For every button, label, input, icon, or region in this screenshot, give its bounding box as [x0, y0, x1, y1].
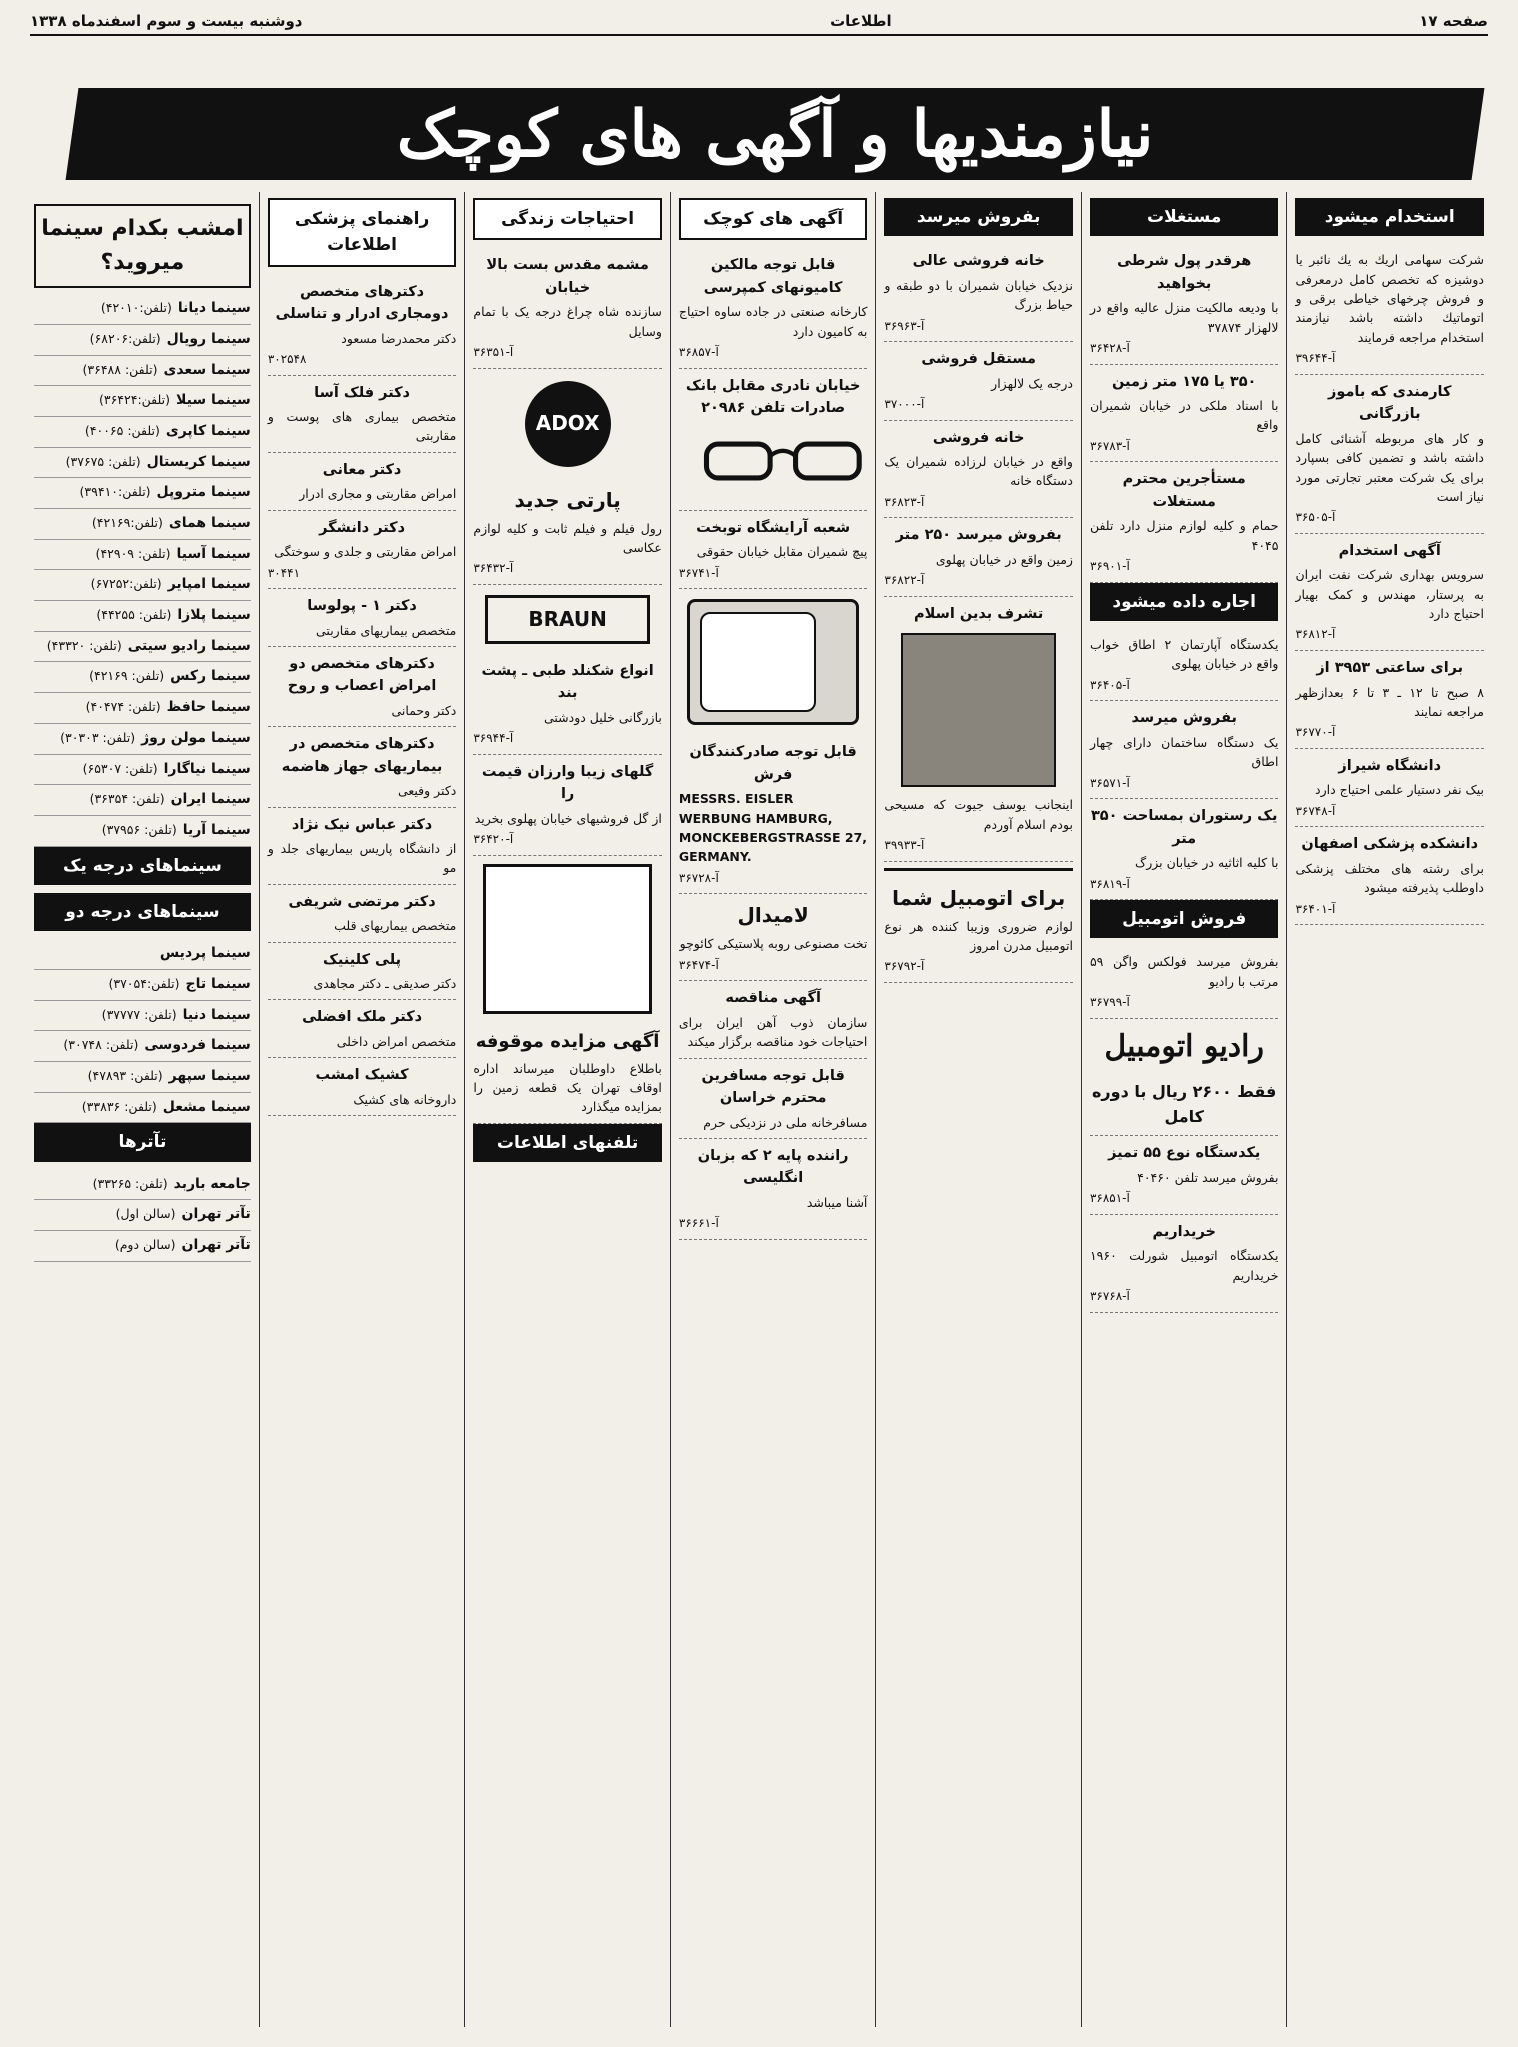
ad-text: از دانشگاه پاریس بیماریهای جلد و مو — [267, 841, 457, 876]
classified-ad — [679, 894, 868, 981]
ad-title: آگهی مزایده موقوفه — [475, 1030, 660, 1052]
cinema-entry — [34, 356, 251, 387]
classified-ad — [1090, 701, 1279, 799]
ad-title: ۳۵۰ یا ۱۷۵ متر زمین — [1111, 373, 1257, 390]
ad-text: اینجانب یوسف جیوت که مسیحی بودم اسلام آوردم — [884, 797, 1073, 832]
section-heading-phones: تلفنهای اطلاعات — [473, 1124, 662, 1162]
cinema-name: سینما کاپری — [165, 422, 251, 439]
classified-ad — [1090, 1136, 1279, 1214]
ad-code: آ-۳۶۴۲۰ — [473, 832, 514, 847]
ad-title: دانشکده پزشکی اصفهان — [1301, 836, 1479, 853]
ad-text: با اسناد ملکی در خیابان شمیران واقع — [1089, 398, 1279, 433]
ad-title: قابل توجه مالکین کامیونهای کمپرسی — [703, 257, 843, 296]
ad-text: زمین واقع در خیابان پهلوی — [935, 551, 1073, 567]
ad-title: تشرف بدین اسلام — [914, 605, 1044, 622]
classified-ad — [1090, 1215, 1279, 1313]
cinema-phone: (تلفن: ۴۰۰۶۵) — [84, 422, 160, 438]
ad-code: آ-۳۶۸۱۲ — [1295, 627, 1336, 642]
column-heading: استخدام میشود — [1295, 198, 1484, 236]
ad-text: حمام و کلیه لوازم منزل دارد تلفن ۴۰۴۵ — [1089, 518, 1279, 553]
classified-ad — [268, 275, 457, 376]
columns — [26, 192, 1492, 2027]
classified-ad — [884, 877, 1073, 983]
classified-ad — [268, 511, 457, 589]
ad-code: آ-۳۶۹۶۳ — [884, 318, 925, 333]
eyeglasses-icon — [698, 431, 868, 491]
cinema-entry — [34, 1200, 251, 1231]
cinema-title: امشب بکدام سینما میروید؟ — [34, 204, 251, 288]
ad-text: پیچ شمیران مقابل خیابان حقوقی — [696, 544, 868, 560]
classified-ad — [1090, 462, 1279, 582]
cinema-name: سینما رادیو سیتی — [127, 637, 251, 654]
ad-text: دکتر صدیقی ـ دکتر مجاهدی — [313, 976, 457, 992]
page-number: صفحه ۱۷ — [1419, 12, 1488, 30]
cinema-phone: (تلفن:۳۷۰۵۴) — [108, 975, 180, 991]
cinema-entry — [34, 601, 251, 632]
ad-title: یکدستگاه نوع ۵۵ تمیز — [1108, 1145, 1261, 1162]
cinema-name: سینما سعدی — [163, 361, 251, 378]
cinema-name: سینما همای — [168, 515, 251, 531]
ad-text: MESSRS. EISLER WERBUNG HAMBURG, MONCKEBERGSTRASSE 27, GERMANY. — [678, 791, 868, 865]
ad-title: دکترهای متخصص دو امراض اعصاب و روح — [287, 655, 437, 695]
ad-title: دکتر عباس نیک نژاد — [291, 816, 433, 833]
cinema-phone: (تلفن: ۴۲۹۰۹) — [95, 545, 171, 561]
ad-text: دکتر وحمانی — [391, 702, 457, 718]
classified-ad — [268, 589, 457, 647]
portrait-photo — [901, 633, 1056, 787]
cinema-entry — [34, 540, 251, 571]
ad-code: آ-۳۶۳۵۱ — [473, 345, 514, 360]
ad-title: قابل توجه صادرکنندگان فرش — [689, 744, 857, 783]
ad-text: متخصص بیماریهای قلب — [334, 918, 457, 934]
ad-code: آ-۳۶۹۰۱ — [1089, 559, 1130, 574]
cinema-phone: (تلفن: ۴۷۸۹۳) — [87, 1068, 163, 1083]
cinema-phone: (تلفن: ۳۳۲۶۵) — [92, 1175, 168, 1191]
cinema-phone: (تلفن:۶۷۲۵۲) — [90, 576, 162, 592]
cinema-phone: (تلفن: ۳۷۶۷۵) — [65, 453, 141, 469]
ad-title: دکتر فلک آسا — [314, 384, 410, 401]
ad-text: یکدستگاه اتومبیل شورلت ۱۹۶۰ خریداریم — [1089, 1248, 1279, 1283]
cinema-name: سینما آریا — [182, 821, 251, 838]
classified-ad — [1295, 534, 1484, 651]
cinema-phone: (سالن دوم) — [114, 1237, 176, 1253]
toothpaste-ad-illustration — [483, 864, 653, 1014]
classified-ad — [1295, 827, 1484, 925]
cinema-list-second-class — [34, 939, 251, 1123]
ad-title: پارتی جدید — [514, 487, 621, 512]
ad-code: آ-۳۶۵۰۵ — [1295, 510, 1336, 525]
column-heading: احتیاجات زندگی — [473, 198, 662, 240]
cinema-entry — [34, 693, 251, 724]
ad-text: دکتر محمدرضا مسعود — [341, 330, 457, 346]
ad-text: تخت مصنوعی روبه پلاستیکی کائوچو — [679, 936, 868, 952]
cinema-list-first-class — [34, 294, 251, 846]
ad-title: کشیک امشب — [315, 1067, 409, 1084]
ad-text: بازرگانی خلیل دودشتی — [543, 709, 662, 725]
ad-text: با ودیعه مالکیت منزل عالیه واقع در لالهزار ۳۷۸۷۴ — [1089, 300, 1279, 335]
cinema-entry — [34, 509, 251, 540]
ad-text: رول فیلم و فیلم ثابت و کلیه لوازم عکاسی — [473, 520, 662, 555]
cinema-name: تآتر تهران — [181, 1206, 251, 1223]
section-heading-theaters: تآترها — [34, 1123, 251, 1161]
ad-text: بفروش میرسد فولکس واگن ۵۹ مرتب با رادیو — [1089, 954, 1279, 989]
ad-code: آ-۳۶۷۴۱ — [678, 565, 719, 580]
cinema-name: سینما سیلا — [175, 392, 251, 409]
section-heading-car-sale: فروش اتومبیل — [1090, 900, 1279, 938]
classified-ad — [884, 597, 1073, 862]
column-medical — [259, 192, 465, 2027]
classified-ad — [1090, 629, 1279, 701]
ad-code: آ-۳۶۸۵۷ — [678, 345, 719, 360]
column-heading: بفروش میرسد — [884, 198, 1073, 236]
cinema-name: سینما دنیا — [182, 1006, 251, 1023]
ad-text: متخصص بیماریهای مقاربتی — [316, 622, 457, 638]
cinema-entry — [34, 386, 251, 417]
ad-text: دکتر وفیعی — [397, 783, 457, 799]
ad-code: آ-۳۶۷۸۳ — [1089, 438, 1130, 453]
cinema-entry — [34, 294, 251, 325]
classified-ad — [679, 248, 868, 368]
ad-text: با کلیه اثاثیه در خیابان بزرگ — [1135, 855, 1279, 871]
classified-ad — [1090, 799, 1279, 900]
classified-ad — [1090, 1074, 1279, 1137]
ad-code: آ-۳۶۸۲۲ — [884, 573, 925, 588]
cinema-name: سینما حافظ — [166, 699, 251, 716]
cinema-phone: (تلفن: ۴۰۴۷۴) — [85, 699, 161, 715]
ad-title: دکتر ۱ - پولوسا — [307, 598, 417, 615]
cinema-phone: (تلفن: ۴۳۳۲۰) — [46, 637, 122, 653]
ad-title: پلی کلینیک — [323, 951, 402, 968]
ad-text: متخصص امراض داخلی — [336, 1033, 457, 1049]
cinema-phone: (تلفن:۳۹۴۱۰) — [79, 484, 151, 500]
cinema-entry — [34, 939, 251, 970]
cinema-name: سینما کریستال — [146, 453, 251, 470]
cinema-entry — [34, 816, 251, 847]
ad-text: کارخانه صنعتی در جاده ساوه احتیاج به کامیون دارد — [678, 304, 868, 339]
classified-ad — [473, 248, 662, 368]
classified-ad — [1090, 946, 1279, 1018]
cinema-phone: (تلفن: ۳۰۳۰۳) — [60, 729, 136, 745]
classified-ad — [268, 808, 457, 885]
theater-list — [34, 1170, 251, 1262]
ad-code: آ-۳۶۴۷۴ — [678, 957, 719, 972]
ad-title: برای ساعتی ۳۹۵۳ از — [1316, 660, 1464, 677]
ad-title: دکتر مرتضی شریفی — [288, 893, 436, 910]
column-life-needs — [464, 192, 670, 2027]
ad-code: آ-۳۶۷۴۸ — [1295, 803, 1336, 818]
cinema-entry — [34, 1001, 251, 1032]
cinema-entry — [34, 1170, 251, 1201]
ad-title: یک رستوران بمساحت ۳۵۰ متر — [1090, 808, 1278, 847]
ad-title: قابل توجه مسافرین محترم خراسان — [701, 1067, 845, 1107]
ad-code: آ-۳۶۸۵۱ — [1089, 1191, 1130, 1206]
ad-title: دکتر ملک افضلی — [302, 1009, 423, 1026]
ad-title: مستقل فروشی — [921, 351, 1036, 368]
cinema-phone: (تلفن: ۴۲۱۶۹) — [89, 668, 165, 684]
ad-text: سرویس بهداری شرکت نفت ایران به پرستار، مهندس و کمک بهیار احتیاج دارد — [1295, 567, 1484, 622]
cinema-entry — [34, 662, 251, 693]
braun-logo: BRAUN — [485, 595, 650, 644]
classified-ad — [1090, 244, 1279, 364]
cinema-entry — [34, 755, 251, 786]
cinema-entry — [34, 1031, 251, 1062]
ad-code: آ-۳۶۴۲۸ — [1089, 341, 1130, 356]
ad-code: آ-۳۶۴۰۱ — [1295, 901, 1336, 916]
ad-title: لامیدال — [737, 903, 809, 928]
ad-title: دکتر دانشگر — [319, 519, 406, 536]
cinema-phone: (تلفن:۶۸۲۰۶) — [89, 330, 161, 346]
ad-code: ۳۰۴۴۱ — [267, 565, 301, 580]
cinema-entry — [34, 325, 251, 356]
cinema-phone: (تلفن:۴۲۰۱۰) — [100, 300, 172, 316]
classified-ad — [884, 342, 1073, 420]
cinema-name: سینما نیاگارا — [163, 760, 251, 777]
ad-code: آ-۳۶۵۷۱ — [1089, 775, 1130, 790]
classified-ad — [679, 1139, 868, 1240]
ad-text: یک دستگاه ساختمان دارای چهار اطاق — [1089, 734, 1279, 770]
cinema-entry — [34, 448, 251, 479]
column-heading: مستغلات — [1090, 198, 1279, 236]
classified-ad — [268, 1000, 457, 1058]
ad-title: دانشگاه شیراز — [1338, 757, 1442, 774]
ad-text: از گل فروشیهای خیابان پهلوی بخرید — [474, 810, 662, 826]
cinema-entry — [34, 785, 251, 816]
classified-ad — [473, 1022, 662, 1124]
classified-ad — [1295, 749, 1484, 827]
ad-code: آ-۳۶۴۰۵ — [1089, 677, 1130, 692]
column-heading: راهنمای پزشکی اطلاعات — [268, 198, 457, 267]
ad-title: کارمندی که باموز بازرگانی — [1328, 383, 1452, 423]
cinema-phone: (سالن اول) — [115, 1206, 176, 1222]
ad-title: شعبه آرایشگاه توبخت — [696, 519, 851, 536]
cinema-phone: (تلفن:۴۲۱۶۹) — [91, 515, 163, 530]
ad-title: خانه فروشی — [932, 429, 1025, 446]
cinema-entry — [34, 417, 251, 448]
ad-text: امراض مقاربتی و جلدی و سوختگی — [274, 544, 457, 560]
cinema-phone: (تلفن: ۳۶۳۵۴) — [89, 791, 165, 807]
cinema-name: سینما پردیس — [159, 945, 251, 962]
section-heading-rent: اجاره داده میشود — [1090, 583, 1279, 621]
ad-text: سازمان ذوب آهن ایران برای احتیاجات خود مناقصه برگزار میکند — [678, 1014, 868, 1050]
cinema-entry — [34, 570, 251, 601]
section-heading-second-class: سینماهای درجه دو — [34, 893, 251, 931]
cinema-phone: (تلفن: ۳۰۷۴۸) — [63, 1037, 139, 1053]
ad-text: درجه یک لالهزار — [991, 375, 1073, 391]
ad-code: آ-۳۶۹۴۴ — [473, 731, 514, 746]
classified-ad — [473, 479, 662, 585]
ad-title: بفروش میرسد — [1131, 710, 1237, 727]
cinema-name: تآتر تهران — [181, 1237, 251, 1254]
ad-title: آگهی مناقصه — [725, 990, 821, 1007]
ad-code: آ-۳۶۷۹۹ — [1089, 995, 1130, 1010]
classified-ad — [473, 654, 662, 755]
television-illustration — [687, 599, 859, 725]
ad-text: بفروش میرسد تلفن ۴۰۴۶۰ — [1137, 1169, 1279, 1185]
classified-ad — [268, 453, 457, 511]
ad-text: شرکت سهامی اریك به یك نائبر یا دوشیزه که تخصص کامل درمعرفی و فروش چرخهای خیاطی برقی و اتوماتیك داشته باشد نیازمند استخدام مراجعه فرمایند — [1295, 252, 1484, 345]
ad-title: برای اتومبیل شما — [892, 885, 1066, 910]
classified-ad — [679, 1059, 868, 1139]
ad-text: بیک نفر دستیار علمی احتیاج دارد — [1315, 782, 1484, 798]
classified-ad — [268, 376, 457, 453]
classified-ad — [268, 727, 457, 807]
ad-code: آ-۳۶۸۱۹ — [1089, 876, 1130, 891]
classified-ad — [268, 943, 457, 1001]
ad-text: نزدیک خیابان شمیران با دو طبقه و حیاط بزرگ — [884, 277, 1073, 313]
ad-code: آ-۳۶۷۲۸ — [678, 870, 719, 885]
ad-text: آشنا میباشد — [806, 1194, 868, 1210]
column-employment — [1286, 192, 1492, 2027]
ad-title: خانه فروشی عالی — [912, 253, 1045, 270]
ad-code: ۳۰۲۵۴۸ — [267, 352, 307, 366]
ad-code: آ-۳۶۶۶۱ — [678, 1216, 719, 1231]
ad-title: انواع شکنلد طبی ـ پشت بند — [481, 662, 654, 702]
ad-text: داروخانه های کشیک — [353, 1091, 457, 1107]
banner-title: نیازمندیها و آگهی های کوچک — [396, 96, 1154, 172]
cinema-name: سینما آسیا — [176, 545, 251, 562]
ad-title: مستأجرین محترم مستغلات — [1122, 471, 1246, 510]
cinema-phone: (تلفن: ۳۷۹۵۶) — [101, 821, 177, 837]
cinema-entry — [34, 970, 251, 1001]
ad-title: مشمه مقدس بست بالا خیابان — [486, 257, 649, 296]
cinema-name: جامعه باربد — [173, 1175, 251, 1192]
cinema-name: سینما ایران — [170, 791, 251, 808]
ad-code: آ-۳۶۷۶۸ — [1089, 1289, 1130, 1304]
cinema-phone: (تلفن: ۳۷۷۷۷) — [101, 1006, 177, 1022]
adox-logo: ADOX — [525, 381, 611, 467]
column-for-sale — [875, 192, 1081, 2027]
classified-ad — [268, 647, 457, 727]
cinema-name: سینما مشعل — [162, 1098, 251, 1115]
classified-ad — [679, 981, 868, 1058]
column-small-ads — [670, 192, 876, 2027]
ad-text: لوازم ضروری وزیبا کننده هر نوع اتومبیل مدرن امروز — [884, 918, 1073, 954]
ad-code: آ-۳۷۰۰۰ — [884, 397, 925, 411]
cinema-phone: (تلفن: ۶۵۳۰۷) — [82, 760, 158, 776]
ad-text: واقع در خیابان لرزاده شمیران یک دستگاه خانه — [884, 454, 1073, 489]
classified-ad — [1295, 651, 1484, 749]
cinema-phone: (تلفن: ۳۶۴۸۸) — [82, 361, 158, 377]
ad-title: خیابان نادری مقابل بانک صادرات تلفن ۲۰۹۸۶ — [685, 377, 861, 417]
ad-title: هرقدر پول شرطی بخواهید — [1117, 253, 1252, 292]
column-real-estate — [1081, 192, 1287, 2027]
divider — [884, 868, 1073, 871]
classified-ad — [679, 511, 868, 589]
cinema-name: سینما متروپل — [156, 484, 251, 501]
classified-ad — [1295, 244, 1484, 374]
paper-name: اطلاعات — [830, 12, 892, 30]
ad-text: فقط ۲۶۰۰ ریال با دوره کامل — [1091, 1081, 1277, 1126]
ad-title: دکتر معانی — [322, 461, 402, 478]
ad-text: مسافرخانه ملی در نزدیکی حرم — [703, 1114, 868, 1130]
cinema-entry — [34, 1093, 251, 1124]
ad-title: دکترهای متخصص دومجاری ادرار و تناسلی — [275, 283, 449, 323]
cinema-phone: (تلفن: ۴۴۲۵۵) — [96, 607, 172, 623]
ad-code: آ-۳۶۸۲۳ — [884, 494, 925, 509]
car-radio-ad-title: رادیو اتومبیل — [1104, 1028, 1264, 1064]
ad-text: برای رشته های مختلف پزشکی داوطلب پذیرفته میشود — [1295, 860, 1484, 896]
ad-text: یکدستگاه آپارتمان ۲ اطاق خواب واقع در خیابان پهلوی — [1089, 637, 1279, 672]
ad-code: آ-۳۹۹۳۳ — [884, 838, 925, 853]
ad-title: خریداریم — [1152, 1223, 1216, 1240]
ad-text: متخصص بیماری های پوست و مقاربتی — [267, 409, 457, 444]
classified-ad — [268, 885, 457, 943]
cinema-entry — [34, 724, 251, 755]
cinema-name: سینما رکس — [170, 668, 251, 685]
classified-ad — [679, 735, 868, 894]
classified-ad — [679, 369, 868, 511]
classified-ad — [268, 1058, 457, 1116]
ad-text: باطلاع داوطلبان میرساند اداره اوقاف تهران یک قطعه زمین را بمزایده میگذارد — [473, 1060, 662, 1115]
page-banner — [66, 88, 1485, 180]
ad-text: امراض مقاربتی و مجاری ادرار — [299, 486, 457, 502]
ad-title: راننده پایه ۲ که بزبان انگلیسی — [697, 1147, 849, 1187]
section-heading-first-class: سینماهای درجه یک — [34, 847, 251, 885]
running-header — [30, 8, 1488, 36]
ad-text: سازنده شاه چراغ درجه یک با تمام وسایل — [473, 304, 662, 339]
ad-code: آ-۳۶۷۷۰ — [1295, 725, 1336, 740]
classified-ad — [473, 755, 662, 856]
ad-text: و کار های مربوطه آشنائی کامل داشته باشد و تضمین کافی بسپارد برای یک شرکت معتبر تجارتی مورد نیاز است — [1295, 430, 1484, 504]
cinema-name: سینما پلازا — [177, 607, 251, 624]
classified-ad — [884, 244, 1073, 342]
cinema-name: سینما رویال — [166, 330, 251, 347]
cinema-name: سینما امپایر — [167, 576, 251, 593]
ad-text: ۸ صبح تا ۱۲ ـ ۳ تا ۶ بعدازظهر مراجعه نمایند — [1295, 684, 1484, 719]
cinema-entry — [34, 1062, 251, 1093]
cinema-entry — [34, 478, 251, 509]
classified-ad — [1090, 365, 1279, 463]
ad-title: بفروش میرسد ۲۵۰ متر — [895, 527, 1062, 544]
cinema-phone: (تلفن: ۳۳۸۳۶) — [81, 1098, 157, 1114]
cinema-name: سینما تاج — [185, 975, 251, 992]
cinema-name: سینما مولن روژ — [141, 729, 251, 746]
ad-code: آ-۳۶۴۳۲ — [473, 561, 514, 576]
classified-ad — [884, 421, 1073, 519]
ad-title: آگهی استخدام — [1338, 542, 1441, 559]
ad-code: آ-۳۶۷۹۲ — [884, 959, 925, 974]
cinema-name: سینما دیانا — [177, 300, 251, 317]
classified-ad — [1295, 375, 1484, 534]
cinema-name: سینما سپهر — [168, 1068, 251, 1084]
classified-ad — [884, 518, 1073, 596]
issue-date: دوشنبه بیست و سوم اسفندماه ۱۳۳۸ — [30, 12, 303, 30]
ad-title: گلهای زیبا وارزان قیمت را — [481, 763, 654, 803]
cinema-phone: (تلفن:۳۶۴۲۴) — [98, 392, 170, 408]
cinema-entry — [34, 1231, 251, 1262]
column-cinema — [26, 192, 259, 2027]
ad-title: دکترهای متخصص در بیماریهای جهاز هاضمه — [281, 736, 443, 775]
column-heading: آگهی های کوچک — [679, 198, 868, 240]
ad-code: آ-۳۹۶۴۴ — [1295, 351, 1336, 366]
cinema-entry — [34, 632, 251, 663]
cinema-name: سینما فردوسی — [144, 1037, 251, 1054]
